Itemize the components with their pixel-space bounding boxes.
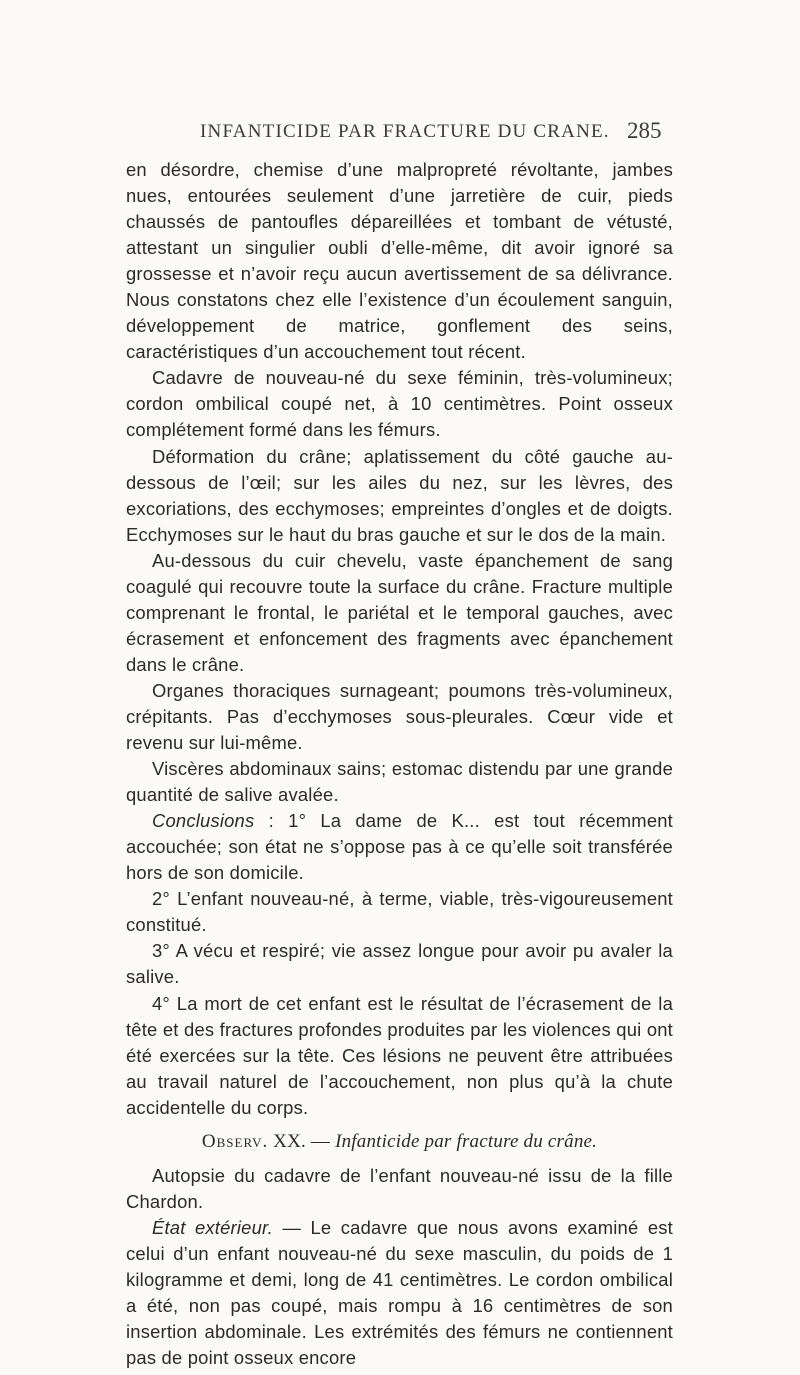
paragraph-deformation: Déformation du crâne; aplatissement du côté gauche au-dessous de l’œil; sur les ailes du nez, sur les lèvres, des excoriations, des ecchymoses; empreintes d’ongles et de doigts. Ecchymoses sur le haut du bras gauche et sur le dos de la main. xyxy=(126,445,673,545)
paragraph-exterior xyxy=(126,1215,673,1371)
observation-heading xyxy=(126,1129,673,1155)
running-title: INFANTICIDE PAR FRACTURE DU CRANE. xyxy=(200,121,610,142)
observation-label: Observ. xyxy=(201,1130,269,1152)
paragraph-conclusions xyxy=(126,808,673,886)
paragraph-autopsy: Autopsie du cadavre de l’enfant nouveau-né issu de la fille Chardon. xyxy=(126,1164,673,1212)
paragraph-cadavre: Cadavre de nouveau-né du sexe féminin, très-volumineux; cordon ombilical coupé net, à 10 centimètres. Point osseux complétement formé dans les fémurs. xyxy=(126,367,673,441)
exterior-label: État extérieur. xyxy=(152,1216,273,1238)
running-head xyxy=(0,118,800,151)
observation-dash: — xyxy=(310,1130,331,1152)
conclusion-item: 2° L’enfant nouveau-né, à terme, viable, très-vigoureusement constitué. xyxy=(126,888,673,936)
paragraph-organes-thoraciques: Organes thoraciques surnageant; poumons très-volumineux, crépitants. Pas d’ecchymoses sous-pleurales. Cœur vide et revenu sur lui-même. xyxy=(126,679,673,754)
body-text xyxy=(126,157,673,1371)
paragraph-continuation: en désordre, chemise d’une malpropreté révoltante, jambes nues, entourées seulement d’une jarretière de cuir, pieds chaussés de pantoufles dépareillées et tombant de vétusté, attestant un singulier oubli d’elle-même, dit avoir ignoré sa grossesse et n’avoir reçu aucun avertissement de sa délivrance. Nous constatons chez elle l’existence d’un écoulement sanguin, développement de matrice, gonflement des seins, caractéristiques d’un accouchement tout récent. xyxy=(126,159,673,363)
paragraph-cuir-chevelu: Au-dessous du cuir chevelu, vaste épanchement de sang coagulé qui recouvre toute la surface du crâne. Fracture multiple comprenant le frontal, le pariétal et le temporal gauches, avec écrasement et enfoncement des fragments avec épanchement dans le crâne. xyxy=(126,549,673,675)
conclusion-item: 4° La mort de cet enfant est le résultat de l’écrasement de la tête et des fractures profondes produites par les violences qui ont été exercées sur la tête. Ces lésions ne peuvent être attribuées au travail naturel de l’accouchement, non plus qu’à la chute accidentelle du corps. xyxy=(126,992,673,1118)
conclusion-item: 3° A vécu et respiré; vie assez longue pour avoir pu avaler la salive. xyxy=(126,940,673,988)
observation-title: Infanticide par fracture du crâne. xyxy=(335,1130,598,1152)
exterior-text: — Le cadavre que nous avons examiné est celui d’un enfant nouveau-né du sexe masculin, du poids de 1 kilogramme et demi, long de 41 centimètres. Le cordon ombilical a été, non pas coupé, mais rompu à 16 centimètres de son insertion abdominale. Les extrémités des fémurs ne contiennent pas de point osseux encore xyxy=(126,1216,673,1369)
page-number: 285 xyxy=(627,118,662,143)
paragraph-visceres: Viscères abdominaux sains; estomac distendu par une grande quantité de salive avalée. xyxy=(126,758,673,806)
conclusion-first: : 1° La dame de K... est tout récemment accouchée; son état ne s’oppose pas à ce qu’elle soit transférée hors de son domicile. xyxy=(126,810,673,884)
conclusions-label: Conclusions xyxy=(152,810,255,832)
observation-number: XX. xyxy=(273,1130,306,1152)
